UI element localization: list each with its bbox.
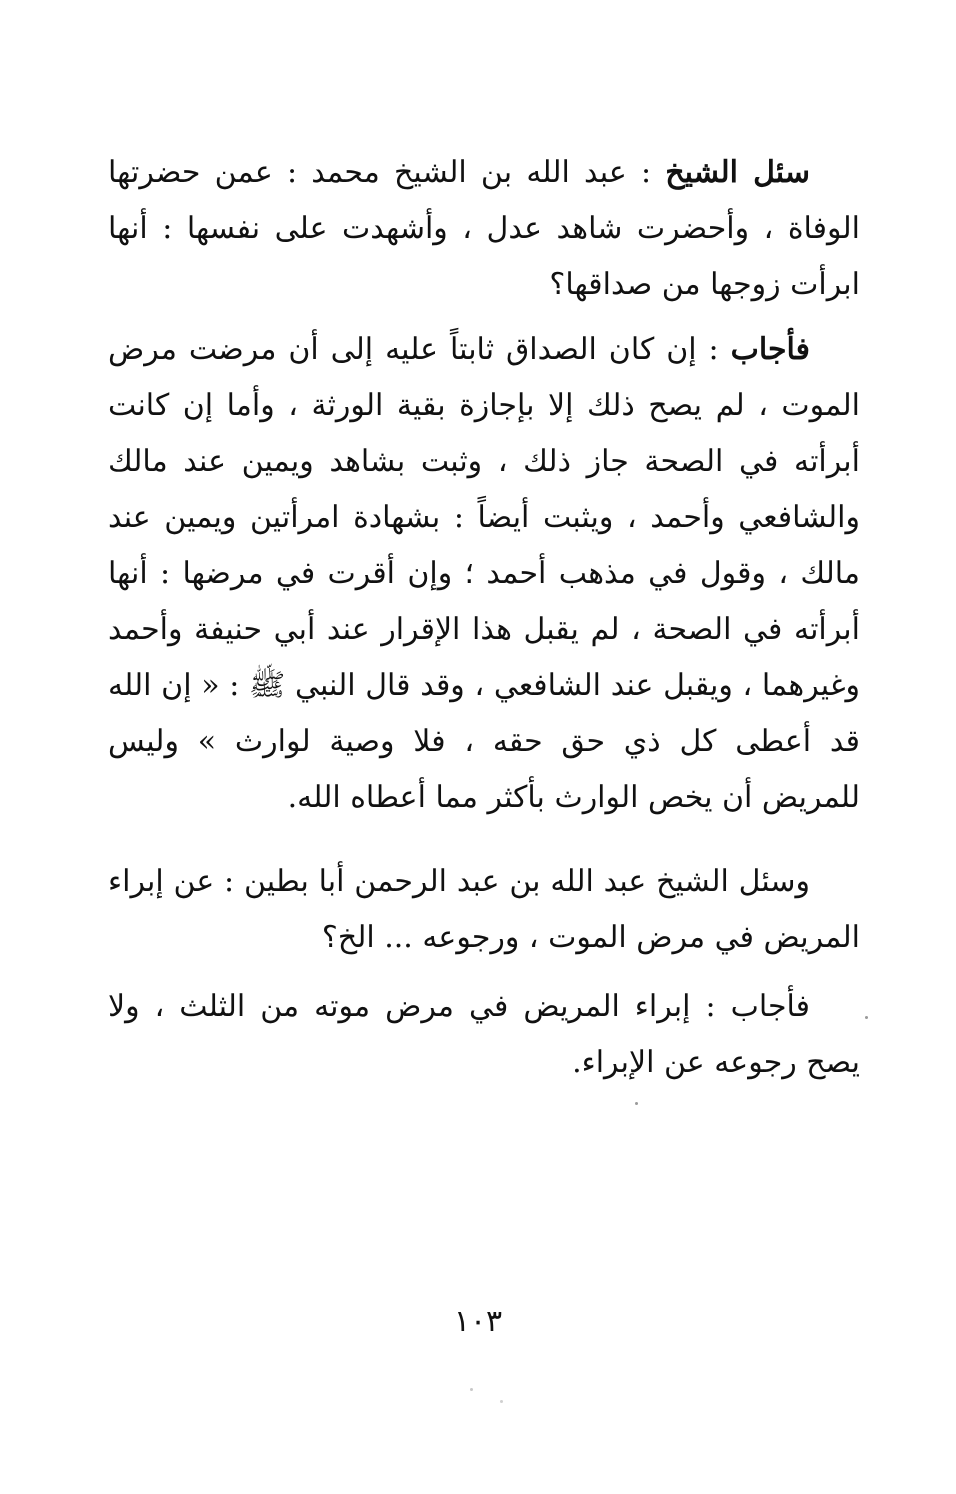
answer-text-2: فأجاب : إبراء المريض في مرض موته من الثلث ، ولا يصح رجوعه عن الإبراء.: [108, 989, 860, 1080]
scan-speck: [470, 1388, 473, 1391]
question-text-2: وسئل الشيخ عبد الله بن عبد الرحمن أبا بطين : عن إبراء المريض في مرض الموت ، ورجوعه ... الخ؟: [108, 864, 860, 955]
page-number: ١٠٣: [453, 1304, 503, 1339]
answer-lead: فأجاب: [730, 332, 810, 367]
question-paragraph-2: [108, 854, 860, 966]
answer-paragraph-1: [108, 322, 860, 826]
scan-speck: [635, 1102, 638, 1105]
question-text: : عبد الله بن الشيخ محمد : عمن حضرتها الوفاة ، وأحضرت شاهد عدل ، وأشهدت على نفسها : أنها ابرأت زوجها من صداقها؟: [108, 155, 860, 302]
answer-text: : إن كان الصداق ثابتاً عليه إلى أن مرضت مرض الموت ، لم يصح ذلك إلا بإجازة بقية الورثة ، وأما إن كانت أبرأته في الصحة جاز ذلك ، وثبت بشاهد ويمين عند مالك والشافعي وأحمد ، ويثبت أيضاً : بشهادة امرأتين ويمين عند مالك ، وقول في مذهب أحمد ؛ وإن أقرت في مرضها : أنها أبرأته في الصحة ، لم يقبل هذا الإقرار عند أبي حنيفة وأحمد وغيرهما ، ويقبل عند الشافعي ، وقد قال النبي ﷺ : « إن الله قد أعطى كل ذي حق حقه ، فلا وصية لوارث » وليس للمريض أن يخص الوارث بأكثر مما أعطاه الله.: [108, 332, 860, 815]
scan-speck: [865, 1016, 868, 1019]
scan-speck: [500, 1400, 503, 1403]
answer-paragraph-2: [108, 979, 860, 1091]
question-paragraph-1: [108, 145, 860, 313]
question-lead: سئل الشيخ: [665, 155, 810, 190]
